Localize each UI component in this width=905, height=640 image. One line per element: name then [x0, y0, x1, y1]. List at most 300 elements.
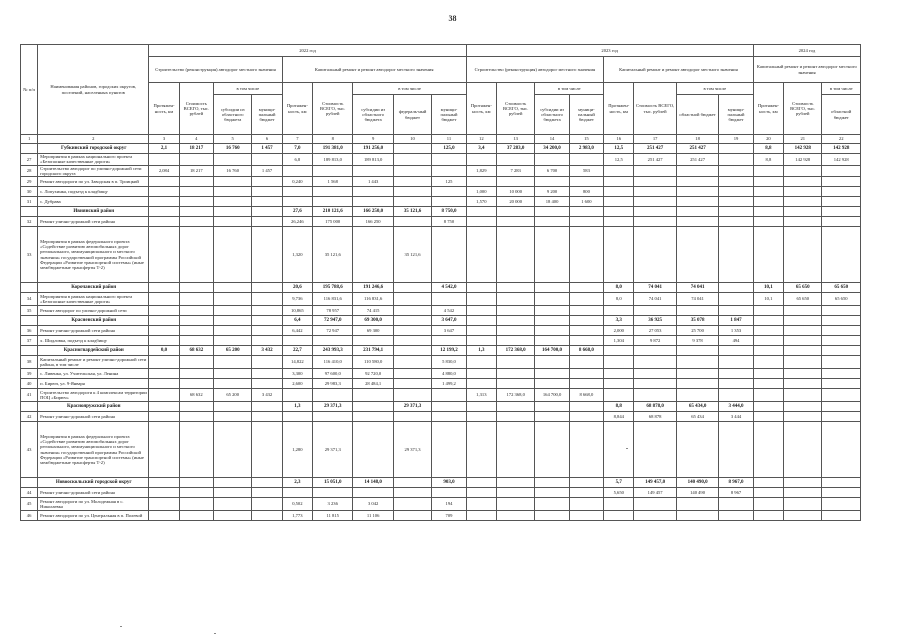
column-number: 5 — [214, 135, 252, 144]
value-cell: 3,3 — [604, 316, 634, 326]
value-cell — [179, 478, 213, 488]
value-cell — [569, 316, 603, 326]
value-cell: 251 427 — [676, 144, 718, 154]
value-cell — [535, 412, 569, 422]
table-row — [21, 369, 861, 379]
value-cell: 68 878,0 — [634, 402, 676, 412]
length-header: Протяжен-ность, км — [466, 83, 496, 135]
value-cell: 3 042 — [353, 498, 393, 511]
value-cell — [149, 402, 179, 412]
value-cell: 4 542,0 — [432, 283, 466, 293]
scan-speck — [626, 448, 628, 449]
value-cell — [214, 422, 252, 478]
value-cell — [432, 488, 466, 498]
value-cell — [393, 488, 431, 498]
value-cell — [719, 422, 753, 478]
value-cell — [535, 369, 569, 379]
value-cell — [149, 187, 179, 197]
col-name-header: Наименования районов, городских округов, поселений, населенных пунктов — [38, 45, 149, 135]
value-cell — [466, 369, 496, 379]
value-cell — [634, 165, 676, 177]
value-cell — [393, 187, 431, 197]
value-cell — [466, 207, 496, 217]
value-cell: 251 427 — [634, 154, 676, 166]
district-row — [21, 402, 861, 412]
value-cell — [432, 412, 466, 422]
value-cell — [753, 369, 783, 379]
table-row — [21, 488, 861, 498]
value-cell: 6,4 — [282, 316, 312, 326]
subsidy-header: субсидии из областного бюджета — [353, 95, 393, 135]
value-cell — [676, 165, 718, 177]
value-cell — [432, 197, 466, 207]
value-cell: 251 427 — [634, 144, 676, 154]
value-cell — [393, 498, 431, 511]
value-cell — [822, 379, 861, 389]
value-cell: 65 650 — [784, 283, 822, 293]
row-number: 44 — [21, 488, 38, 498]
value-cell — [822, 488, 861, 498]
value-cell — [822, 498, 861, 511]
value-cell: 149 457,0 — [634, 478, 676, 488]
value-cell — [466, 379, 496, 389]
value-cell — [719, 197, 753, 207]
length-header: Протяжен-ность, км — [149, 83, 179, 135]
value-cell — [535, 154, 569, 166]
value-cell: 18 400 — [535, 197, 569, 207]
value-cell: 8,0 — [604, 293, 634, 306]
value-cell: 164 700,0 — [535, 346, 569, 356]
value-cell: 189 813,0 — [313, 154, 353, 166]
value-cell: 65 434,0 — [676, 402, 718, 412]
value-cell — [353, 165, 393, 177]
value-cell: 4 542 — [432, 306, 466, 316]
value-cell — [535, 336, 569, 346]
value-cell — [822, 316, 861, 326]
value-cell — [784, 346, 822, 356]
value-cell: 9 872 — [634, 336, 676, 346]
value-cell: 0,240 — [282, 177, 312, 187]
value-cell — [179, 207, 213, 217]
value-cell — [496, 336, 534, 346]
value-cell: 800 — [569, 187, 603, 197]
column-number: 11 — [432, 135, 466, 144]
value-cell — [822, 336, 861, 346]
value-cell — [252, 478, 282, 488]
value-cell — [753, 217, 783, 227]
value-cell: 3,300 — [282, 369, 312, 379]
district-row — [21, 478, 861, 488]
item-name: Ремонт автодороги по ул. Молодежная в с. Николаевка — [38, 498, 149, 511]
row-number: 29 — [21, 177, 38, 187]
value-cell — [149, 227, 179, 283]
row-number: 46 — [21, 511, 38, 521]
value-cell: 2,600 — [282, 379, 312, 389]
value-cell — [179, 154, 213, 166]
value-cell — [252, 356, 282, 369]
value-cell — [353, 488, 393, 498]
value-cell — [719, 498, 753, 511]
value-cell — [784, 306, 822, 316]
value-cell — [252, 511, 282, 521]
value-cell — [535, 478, 569, 488]
value-cell — [432, 336, 466, 346]
value-cell: 1 568 — [313, 177, 353, 187]
value-cell: 36 925 — [634, 316, 676, 326]
value-cell — [466, 498, 496, 511]
value-cell: 8 750,0 — [432, 207, 466, 217]
value-cell: 8 967,0 — [719, 478, 753, 488]
value-cell — [719, 283, 753, 293]
value-cell — [676, 207, 718, 217]
value-cell — [432, 293, 466, 306]
value-cell: 3 432 — [252, 389, 282, 402]
value-cell: 231 794,1 — [353, 346, 393, 356]
value-cell: 8 967 — [719, 488, 753, 498]
value-cell — [784, 165, 822, 177]
value-cell — [432, 389, 466, 402]
table-body — [21, 144, 861, 521]
value-cell: 20 000 — [496, 197, 534, 207]
value-cell — [466, 227, 496, 283]
value-cell — [353, 389, 393, 402]
value-cell — [753, 511, 783, 521]
value-cell: 140 490,0 — [676, 478, 718, 488]
value-cell: 3 647 — [432, 326, 466, 336]
value-cell — [753, 227, 783, 283]
value-cell — [313, 412, 353, 422]
table-row — [21, 511, 861, 521]
value-cell — [569, 293, 603, 306]
row-number: 33 — [21, 227, 38, 283]
value-cell: 6,8 — [282, 154, 312, 166]
row-number: 34 — [21, 293, 38, 306]
value-cell: 116 410,0 — [313, 356, 353, 369]
value-cell — [214, 402, 252, 412]
value-cell — [719, 511, 753, 521]
value-cell — [604, 187, 634, 197]
value-cell — [604, 511, 634, 521]
value-cell — [179, 412, 213, 422]
item-name: Ремонт улично-дорожной сети района — [38, 326, 149, 336]
road-program-table — [20, 44, 861, 521]
value-cell — [604, 356, 634, 369]
value-cell: 191 256,0 — [353, 144, 393, 154]
value-cell — [149, 488, 179, 498]
value-cell — [252, 177, 282, 187]
subsidy-header: субсидии из областного бюджета — [535, 95, 569, 135]
value-cell: 2,1 — [149, 144, 179, 154]
value-cell — [313, 389, 353, 402]
value-cell: 9 378 — [676, 336, 718, 346]
value-cell — [719, 227, 753, 283]
incl-header: в том числе — [676, 83, 753, 95]
value-cell — [569, 478, 603, 488]
value-cell — [149, 379, 179, 389]
page-number: 38 — [448, 14, 457, 23]
value-cell — [822, 356, 861, 369]
value-cell — [822, 346, 861, 356]
item-name: Ремонт автодороги по ул. Заводская в п. Троицкий — [38, 177, 149, 187]
cost-header: Стоимость ВСЕГО, тыс. рублей — [313, 83, 353, 135]
value-cell — [753, 177, 783, 187]
table-row — [21, 165, 861, 177]
value-cell — [822, 197, 861, 207]
value-cell — [393, 165, 431, 177]
cost-header: Стоимость ВСЕГО, тыс. рублей — [179, 83, 213, 135]
value-cell — [393, 316, 431, 326]
value-cell — [535, 293, 569, 306]
regional-header: областной бюджет — [676, 95, 718, 135]
value-cell — [535, 402, 569, 412]
value-cell: 74 041 — [634, 293, 676, 306]
value-cell: 29 371,3 — [393, 422, 431, 478]
value-cell — [676, 177, 718, 187]
value-cell — [252, 369, 282, 379]
value-cell — [753, 326, 783, 336]
value-cell — [149, 356, 179, 369]
value-cell — [179, 369, 213, 379]
value-cell — [719, 356, 753, 369]
repair-2024-header: Капитальный ремонт и ремонт автодорог местного значения — [753, 57, 860, 83]
item-name: Ремонт автодороги по ул. Центральная в п. Полевой — [38, 511, 149, 521]
value-cell — [149, 422, 179, 478]
value-cell: 11 106 — [353, 511, 393, 521]
value-cell: 65 650 — [822, 283, 861, 293]
value-cell — [535, 488, 569, 498]
value-cell: 1 847 — [719, 316, 753, 326]
item-name: Ремонт улично-дорожной сети района — [38, 217, 149, 227]
item-name: Ремонт автодорог по улично-дорожной сети — [38, 306, 149, 316]
value-cell — [313, 187, 353, 197]
value-cell: 149 457 — [634, 488, 676, 498]
value-cell — [634, 346, 676, 356]
item-name: п. Бирюч, ул. 9-Января — [38, 379, 149, 389]
value-cell — [822, 326, 861, 336]
value-cell — [719, 379, 753, 389]
value-cell: 37 283,0 — [496, 144, 534, 154]
municipal-header: муници-пальный бюджет — [569, 95, 603, 135]
value-cell: 1 457 — [252, 165, 282, 177]
value-cell — [466, 177, 496, 187]
value-cell — [353, 227, 393, 283]
value-cell: 65 200 — [214, 389, 252, 402]
value-cell — [569, 336, 603, 346]
value-cell — [604, 346, 634, 356]
length-header: Протяжен-ность, км — [282, 83, 312, 135]
value-cell — [214, 326, 252, 336]
table-row — [21, 227, 861, 283]
value-cell: 2,000 — [604, 326, 634, 336]
value-cell — [719, 144, 753, 154]
value-cell — [432, 402, 466, 412]
value-cell: 29 983,3 — [313, 379, 353, 389]
value-cell: 65 200 — [214, 346, 252, 356]
district-name: Красненский район — [38, 316, 149, 326]
value-cell — [252, 336, 282, 346]
value-cell: 7 283 — [496, 165, 534, 177]
value-cell — [784, 511, 822, 521]
value-cell — [393, 306, 431, 316]
value-cell: 18 217 — [179, 144, 213, 154]
value-cell: 97 600,0 — [313, 369, 353, 379]
value-cell — [753, 412, 783, 422]
value-cell — [214, 316, 252, 326]
value-cell — [676, 197, 718, 207]
value-cell: 8 750 — [432, 217, 466, 227]
value-cell: 142 928 — [784, 154, 822, 166]
value-cell — [393, 511, 431, 521]
municipal-header: муници-пальный бюджет — [252, 95, 282, 135]
value-cell — [604, 306, 634, 316]
value-cell: 110 580,0 — [353, 356, 393, 369]
item-name: Мероприятия в рамках федерального проекта «Содействие развитию автомобильных дорог регионального, межмуниципального и местного значения» государственной программы Российской Федерации «Развитие транспортной системы» (иные межбюджетные трансферты Т-2) — [38, 227, 149, 283]
value-cell — [784, 207, 822, 217]
value-cell — [252, 316, 282, 326]
value-cell: 125 — [432, 177, 466, 187]
value-cell: 74 415 — [353, 306, 393, 316]
value-cell: 25 700 — [676, 326, 718, 336]
value-cell — [214, 412, 252, 422]
value-cell: 68 878 — [634, 412, 676, 422]
value-cell — [784, 217, 822, 227]
value-cell: 164 700,0 — [535, 389, 569, 402]
value-cell: 10 000 — [496, 187, 534, 197]
value-cell — [252, 379, 282, 389]
value-cell — [282, 412, 312, 422]
value-cell — [214, 356, 252, 369]
value-cell — [149, 177, 179, 187]
value-cell — [393, 336, 431, 346]
value-cell — [719, 177, 753, 187]
value-cell: 1,3 — [282, 402, 312, 412]
row-number — [21, 207, 38, 217]
value-cell — [676, 187, 718, 197]
table-row — [21, 356, 861, 369]
value-cell — [676, 306, 718, 316]
value-cell — [496, 379, 534, 389]
row-number: 39 — [21, 369, 38, 379]
value-cell — [569, 422, 603, 478]
value-cell: 11 815 — [313, 511, 353, 521]
value-cell — [569, 488, 603, 498]
value-cell — [496, 207, 534, 217]
value-cell — [466, 306, 496, 316]
row-number: 30 — [21, 187, 38, 197]
value-cell — [149, 154, 179, 166]
value-cell — [214, 207, 252, 217]
district-name: Красногвардейский район — [38, 346, 149, 356]
value-cell — [634, 227, 676, 283]
value-cell — [604, 498, 634, 511]
value-cell — [535, 498, 569, 511]
value-cell — [496, 326, 534, 336]
value-cell — [676, 369, 718, 379]
value-cell: 583 — [569, 165, 603, 177]
value-cell — [753, 422, 783, 478]
value-cell — [676, 498, 718, 511]
value-cell: 166 250 — [353, 217, 393, 227]
value-cell: 172 368,0 — [496, 346, 534, 356]
value-cell — [496, 306, 534, 316]
row-number — [21, 144, 38, 154]
value-cell — [353, 336, 393, 346]
value-cell — [179, 197, 213, 207]
value-cell: 74 041 — [676, 283, 718, 293]
column-number: 3 — [149, 135, 179, 144]
value-cell: 1,000 — [466, 187, 496, 197]
item-name: с. Лопухинка, подъезд к кладбищу — [38, 187, 149, 197]
cost-header: Стоимость ВСЕГО, тыс. рублей — [634, 83, 676, 135]
column-number: 6 — [252, 135, 282, 144]
year-2022-header: 2022 год — [149, 45, 466, 57]
value-cell: 35 121,6 — [393, 207, 431, 217]
value-cell: 494 — [719, 336, 753, 346]
value-cell — [252, 187, 282, 197]
value-cell — [569, 177, 603, 187]
value-cell — [719, 207, 753, 217]
column-number: 22 — [822, 135, 861, 144]
value-cell: 10,1 — [753, 293, 783, 306]
value-cell: 195 788,6 — [313, 283, 353, 293]
value-cell: 1 499,2 — [432, 379, 466, 389]
value-cell: 34 200,0 — [535, 144, 569, 154]
value-cell — [466, 326, 496, 336]
value-cell: 35 121,6 — [313, 227, 353, 283]
value-cell: 4 880,0 — [432, 369, 466, 379]
item-name: Мероприятия в рамках федерального проекта «Содействие развитию автомобильных дорог регионального, межмуниципального и местного значения» государственной программы Российской Федерации «Развитие транспортной системы» (иные межбюджетные трансферты Т-2) — [38, 422, 149, 478]
value-cell — [496, 511, 534, 521]
item-name: с. Ливенка, ул. Учительская, ул. Ленина — [38, 369, 149, 379]
value-cell — [252, 207, 282, 217]
value-cell — [149, 498, 179, 511]
value-cell — [313, 165, 353, 177]
item-name: Капитальный ремонт и ремонт улично-дорожной сети района, в том числе — [38, 356, 149, 369]
value-cell: 20,6 — [282, 283, 312, 293]
subsidy-header: субсидии из областного бюджета — [214, 95, 252, 135]
value-cell — [353, 402, 393, 412]
value-cell — [784, 356, 822, 369]
value-cell — [569, 154, 603, 166]
row-number — [21, 316, 38, 326]
value-cell — [496, 402, 534, 412]
row-number: 41 — [21, 389, 38, 402]
value-cell — [179, 379, 213, 389]
value-cell — [719, 306, 753, 316]
value-cell — [535, 283, 569, 293]
value-cell: 0,502 — [282, 498, 312, 511]
value-cell — [569, 326, 603, 336]
value-cell — [496, 478, 534, 488]
row-number: 27 — [21, 154, 38, 166]
value-cell: 1 353 — [719, 326, 753, 336]
value-cell: 68 632 — [179, 389, 213, 402]
cost-header: Стоимость ВСЕГО, тыс. рублей — [784, 83, 822, 135]
value-cell — [179, 326, 213, 336]
value-cell — [822, 165, 861, 177]
value-cell — [676, 217, 718, 227]
value-cell — [393, 177, 431, 187]
value-cell — [214, 197, 252, 207]
value-cell — [179, 498, 213, 511]
value-cell — [753, 379, 783, 389]
regional-header: областной бюджет — [822, 95, 861, 135]
value-cell: 68 632 — [179, 346, 213, 356]
value-cell — [149, 283, 179, 293]
value-cell — [313, 197, 353, 207]
value-cell — [719, 369, 753, 379]
value-cell: 92 720,0 — [353, 369, 393, 379]
